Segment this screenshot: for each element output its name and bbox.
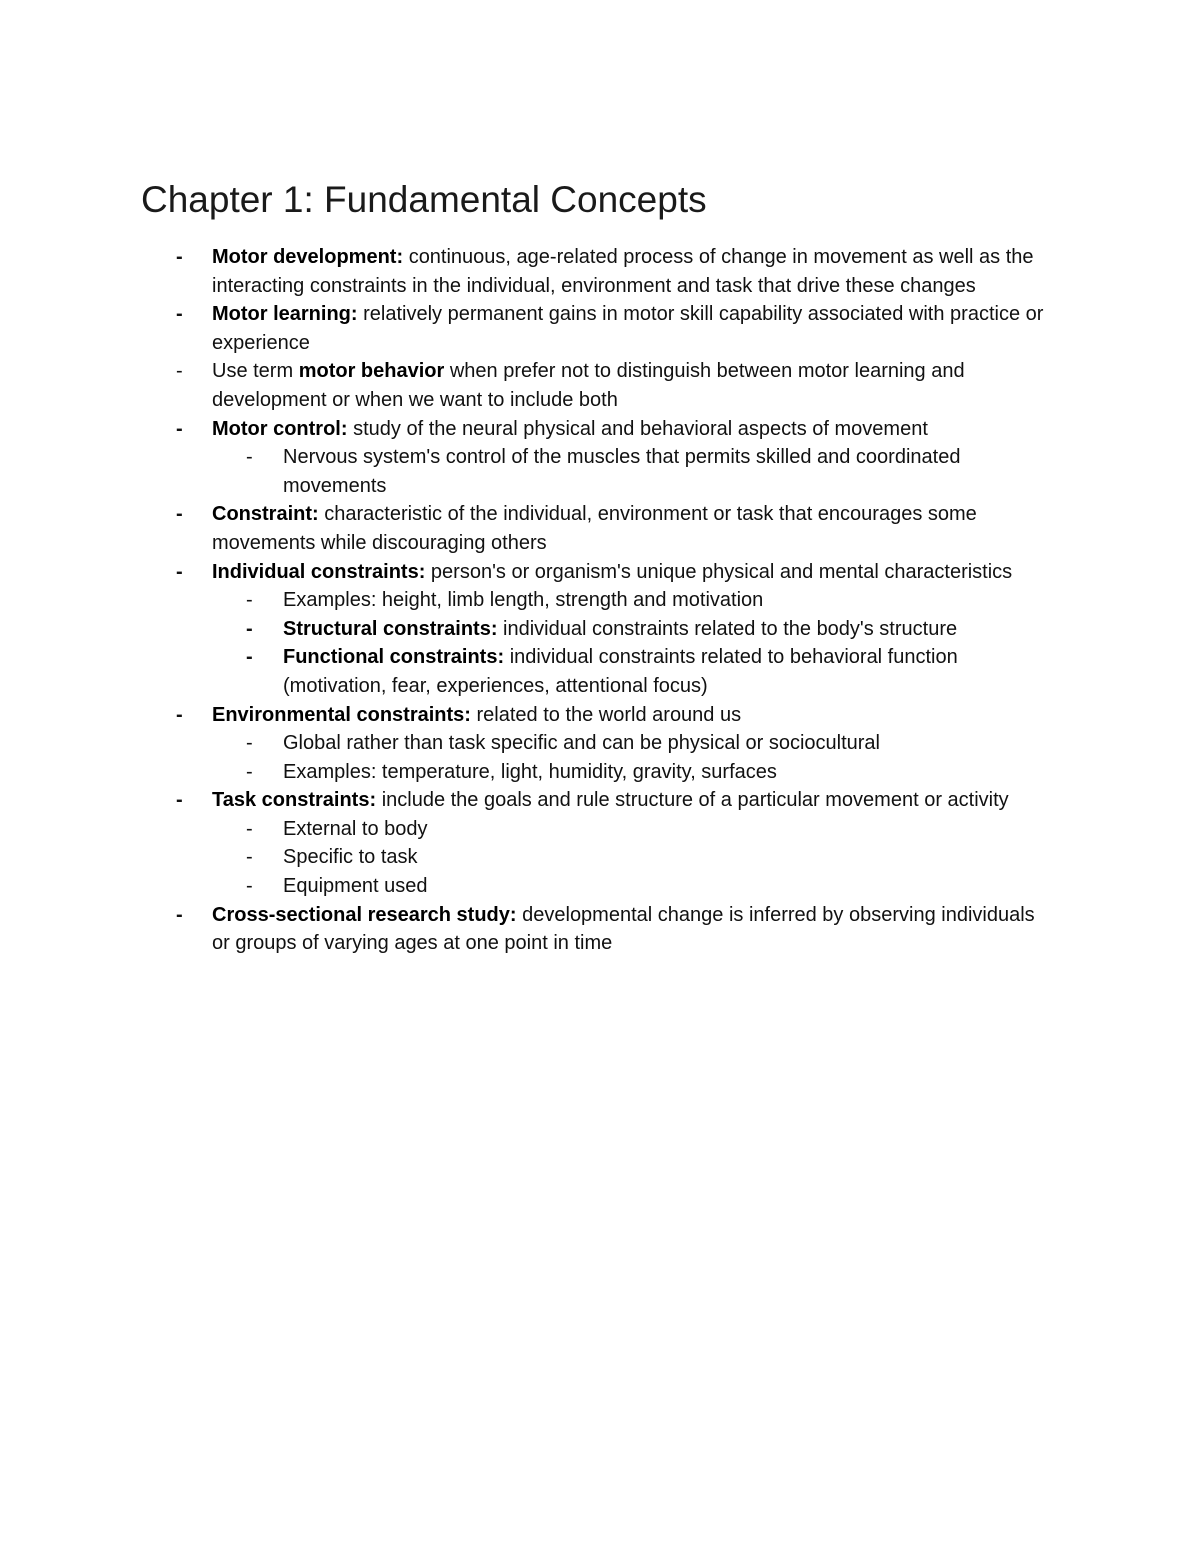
term: Constraint: — [212, 503, 319, 526]
bullet-dash: - — [176, 246, 183, 268]
bullet-dash: - — [246, 817, 253, 840]
list-item — [0, 615, 1200, 644]
list-item — [0, 357, 1200, 414]
page-title: Chapter 1: Fundamental Concepts — [141, 179, 707, 220]
bullet-dash: - — [176, 417, 183, 440]
term: Task constraints: — [212, 789, 377, 812]
term: Cross-sectional research study: — [212, 903, 517, 926]
term: Individual constraints: — [212, 560, 426, 583]
term: Motor development: — [212, 246, 404, 268]
bullet-dash: - — [246, 846, 253, 869]
list-item — [0, 586, 1200, 615]
list-item — [0, 701, 1200, 730]
definition-text: when prefer not to distinguish between motor learning and development or when we want to include both — [212, 360, 965, 411]
list-item — [0, 443, 1200, 500]
definition-text: Global rather than task specific and can be physical or sociocultural — [283, 732, 880, 755]
bullet-dash: - — [176, 903, 183, 926]
definition-text: characteristic of the individual, environment or task that encourages some movements while discouraging others — [212, 503, 977, 554]
list-item — [0, 500, 1200, 557]
definition-text: continuous, age-related process of change in movement as well as the interacting constraints in the individual, environment and task that drive these changes — [212, 246, 1034, 297]
list-item — [0, 643, 1200, 700]
definition-text: External to body — [283, 817, 428, 840]
definition-text: person's or organism's unique physical and mental characteristics — [430, 560, 1013, 583]
bullet-dash: - — [176, 560, 183, 583]
term: Environmental constraints: — [212, 703, 471, 726]
bullet-dash: - — [246, 875, 253, 898]
bullet-dash: - — [246, 589, 253, 612]
list-item — [0, 843, 1200, 872]
item-lead-text: Use term — [212, 360, 299, 383]
bullet-dash: - — [176, 703, 183, 726]
definition-text: relatively permanent gains in motor skill capability associated with practice or experience — [212, 303, 1044, 354]
bullet-dash: - — [246, 617, 253, 640]
list-item — [0, 758, 1200, 787]
bullet-dash: - — [176, 789, 183, 812]
bullet-dash: - — [246, 446, 253, 469]
definition-text: Examples: height, limb length, strength and motivation — [283, 589, 764, 612]
notes-list — [0, 243, 1200, 958]
term: Motor control: — [212, 417, 348, 440]
bullet-dash: - — [246, 760, 253, 783]
term: Motor learning: — [212, 303, 358, 326]
definition-text: Specific to task — [283, 846, 418, 869]
definition-text: developmental change is inferred by observing individuals or groups of varying ages at one point in time — [212, 903, 1035, 955]
term: Structural constraints: — [283, 617, 498, 640]
list-item — [0, 243, 1200, 300]
list-item — [0, 300, 1200, 357]
bullet-dash: - — [176, 503, 183, 526]
term: motor behavior — [298, 360, 445, 383]
definition-text: include the goals and rule structure of a particular movement or activity — [381, 789, 1009, 812]
list-item — [0, 415, 1200, 444]
definition-text: Examples: temperature, light, humidity, gravity, surfaces — [283, 760, 777, 783]
term: Functional constraints: — [283, 646, 505, 669]
bullet-dash: - — [176, 360, 183, 383]
list-item — [0, 558, 1200, 587]
definition-text: related to the world around us — [476, 703, 742, 726]
bullet-dash: - — [176, 303, 183, 326]
definition-text: Nervous system's control of the muscles that permits skilled and coordinated movements — [283, 446, 961, 497]
list-item — [0, 729, 1200, 758]
definition-text: individual constraints related to the body's structure — [503, 617, 958, 640]
list-item — [0, 872, 1200, 901]
definition-text: individual constraints related to behavioral function (motivation, fear, experiences, attentional focus) — [283, 646, 958, 697]
list-item — [0, 786, 1200, 815]
bullet-dash: - — [246, 732, 253, 755]
list-item — [0, 815, 1200, 844]
list-item — [0, 901, 1200, 958]
definition-text: Equipment used — [283, 875, 428, 898]
definition-text: study of the neural physical and behavioral aspects of movement — [353, 417, 928, 440]
bullet-dash: - — [246, 646, 253, 669]
